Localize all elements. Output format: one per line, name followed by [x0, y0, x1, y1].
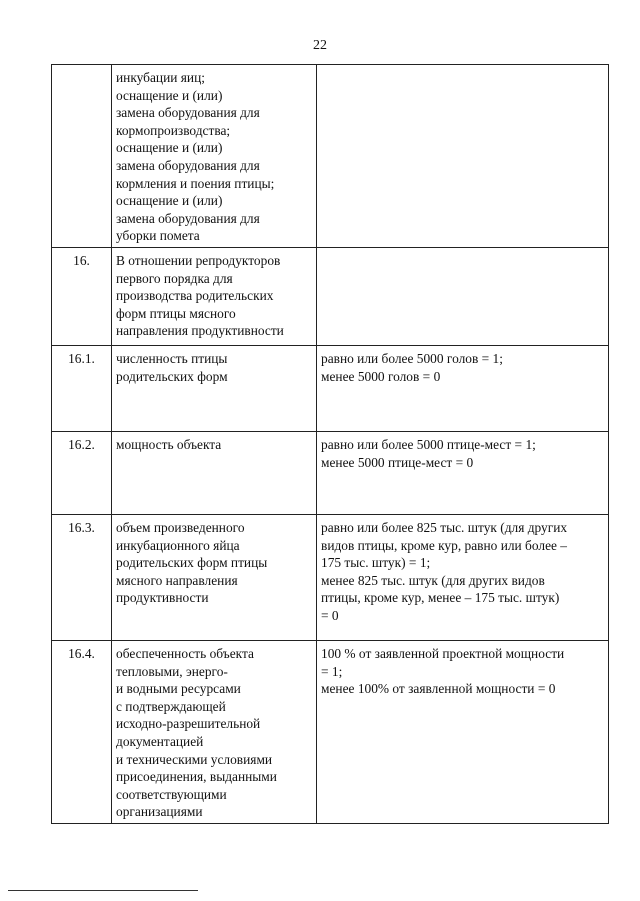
table-row: [52, 247, 609, 345]
criterion-cell: В отношении репродукторов первого порядка для производства родительских форм птицы мясного направления продуктивности: [112, 247, 317, 345]
row-number: 16.1.: [52, 345, 112, 431]
table-row: [52, 640, 609, 823]
table-row: [52, 514, 609, 640]
footer-divider: [8, 890, 198, 891]
row-number: 16.2.: [52, 431, 112, 514]
value-cell: равно или более 5000 голов = 1; менее 5000 голов = 0: [317, 345, 609, 431]
criterion-cell: мощность объекта: [112, 431, 317, 514]
criterion-cell: численность птицы родительских форм: [112, 345, 317, 431]
row-number: 16.4.: [52, 640, 112, 823]
page-number: 22: [313, 38, 327, 53]
value-cell: равно или более 5000 птице-мест = 1; менее 5000 птице-мест = 0: [317, 431, 609, 514]
row-number: [52, 65, 112, 248]
value-cell: [317, 247, 609, 345]
value-cell: равно или более 825 тыс. штук (для других видов птицы, кроме кур, равно или более – 175 тыс. штук) = 1; менее 825 тыс. штук (для других видов птицы, кроме кур, менее – 175 тыс. штук) = 0: [317, 514, 609, 640]
row-number: 16.: [52, 247, 112, 345]
criterion-cell: объем произведенного инкубационного яйца родительских форм птицы мясного направления продуктивности: [112, 514, 317, 640]
criterion-cell: обеспеченность объекта тепловыми, энерго- и водными ресурсами с подтверждающей исходно-разрешительной документацией и техническими условиями присоединения, выданными соответствующими организациями: [112, 640, 317, 823]
value-cell: 100 % от заявленной проектной мощности = 1; менее 100% от заявленной мощности = 0: [317, 640, 609, 823]
row-number: 16.3.: [52, 514, 112, 640]
table-row: [52, 345, 609, 431]
table-row: [52, 431, 609, 514]
value-cell: [317, 65, 609, 248]
table-row: [52, 65, 609, 248]
criteria-table: [51, 64, 609, 824]
criterion-cell: инкубации яиц; оснащение и (или) замена оборудования для кормопроизводства; оснащение и (или) замена оборудования для кормления и поения птицы; оснащение и (или) замена оборудования для уборки помета: [112, 65, 317, 248]
